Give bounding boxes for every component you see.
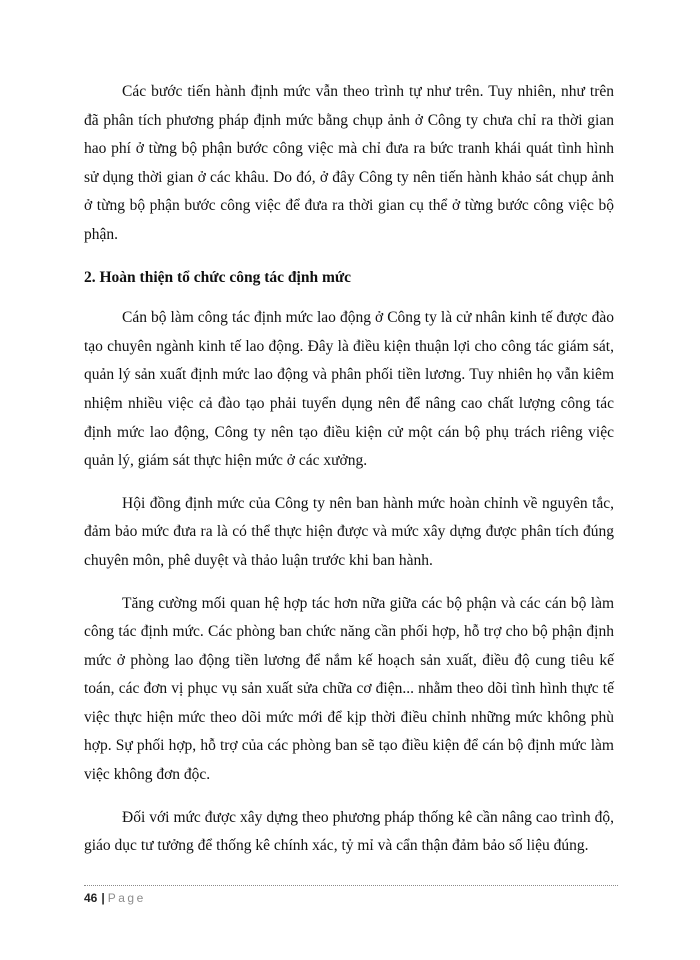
paragraph-intro: Các bước tiến hành định mức vẫn theo trình tự như trên. Tuy nhiên, như trên đã phân tích phương pháp định mức bằng chụp ảnh ở Công ty chưa chỉ ra thời gian hao phí ở từng bộ phận bước công việc mà chỉ đưa ra bức tranh khái quát tình hình sử dụng thời gian ở các khâu. Do đó, ở đây Công ty nên tiến hành khảo sát chụp ảnh ở từng bộ phận bước công việc để đưa ra thời gian cụ thể ở từng bước công việc bộ phận. [84,83,614,243]
footer-divider [84,885,618,886]
section-heading: 2. Hoàn thiện tổ chức công tác định mức [84,268,352,286]
paragraph-council: Hội đồng định mức của Công ty nên ban hành mức hoàn chỉnh về nguyên tắc, đảm bảo mức đưa ra là có thể thực hiện được và mức xây dựng được phân tích đúng chuyên môn, phê duyệt và thảo luận trước khi ban hành. [84,494,614,569]
page-footer [84,891,146,905]
page-label: Page [107,891,146,905]
body-text [84,78,614,861]
footer-separator: | [101,891,105,905]
paragraph-staff: Cán bộ làm công tác định mức lao động ở Công ty là cử nhân kinh tế được đào tạo chuyên ngành kinh tế lao động. Đây là điều kiện thuận lợi cho công tác giám sát, quản lý sản xuất định mức lao động và phân phối tiền lương. Tuy nhiên họ vẫn kiêm nhiệm nhiều việc cả đào tạo phải tuyển dụng nên để nâng cao chất lượng công tác định mức lao động, Công ty nên tạo điều kiện cử một cán bộ phụ trách riêng việc quản lý, giám sát thực hiện mức ở các xưởng. [84,309,614,470]
paragraph-statistics: Đối với mức được xây dựng theo phương pháp thống kê cần nâng cao trình độ, giáo dục tư tưởng để thống kê chính xác, tỷ mỉ và cẩn thận đảm bảo số liệu đúng. [84,808,614,855]
page-number: 46 [84,891,98,905]
paragraph-cooperation: Tăng cường mối quan hệ hợp tác hơn nữa giữa các bộ phận và các cán bộ làm công tác định mức. Các phòng ban chức năng cần phối hợp, hỗ trợ cho bộ phận định mức ở phòng lao động tiền lương để nắm kế hoạch sản xuất, điều độ cung tiêu kế toán, các đơn vị phục vụ sản xuất sửa chữa cơ điện... nhằm theo dõi tình hình thực tế việc thực hiện mức theo dõi mức mới để kịp thời điều chỉnh những mức không phù hợp. Sự phối hợp, hỗ trợ của các phòng ban sẽ tạo điều kiện để cán bộ định mức làm việc không đơn độc. [84,594,614,784]
